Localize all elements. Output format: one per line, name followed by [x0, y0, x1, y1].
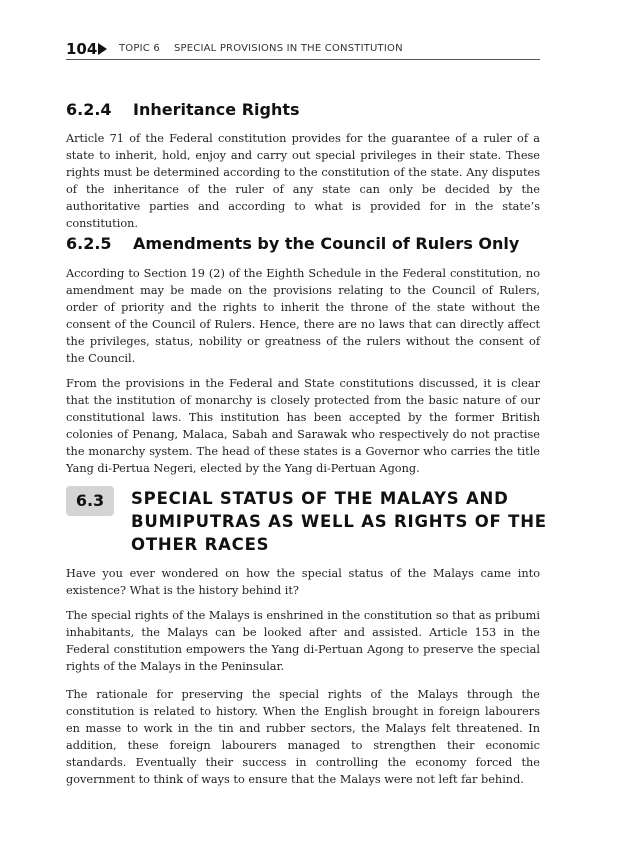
paragraph: From the provisions in the Federal and State constitutions discussed, it is clear that the institution of monarchy is closely protected from the basic nature of our constitutional laws. This institution has been accepted by the former British colonies of Penang, Malaca, Sabah and Sarawak who respectively do not practise the monarchy system. The head of these states is a Governor who carries the title Yang di-Pertua Negeri, elected by the Yang di-Pertuan Agong. [66, 377, 540, 476]
subsection-title: Amendments by the Council of Rulers Only [133, 234, 520, 253]
page-number: 104 [66, 40, 98, 58]
topic-title: SPECIAL PROVISIONS IN THE CONSTITUTION [174, 43, 403, 54]
subsection-number: 6.2.4 [66, 100, 112, 119]
running-header [66, 39, 540, 60]
section-title: SPECIAL STATUS OF THE MALAYS AND BUMIPUTRAS AS WELL AS RIGHTS OF THE OTHER RACES [131, 489, 547, 554]
section-number-badge [66, 486, 114, 516]
section-number: 6.3 [75, 491, 105, 510]
paragraph: The special rights of the Malays is enshrined in the constitution so that as pribumi inhabitants, the Malays can be looked after and assisted. Article 153 in the Federal constitution empowers the Yang di-Pertuan Agong to preserve the special rights of the Malays in the Peninsular. [66, 609, 540, 674]
right-triangle-icon [98, 43, 107, 55]
paragraph: According to Section 19 (2) of the Eighth Schedule in the Federal constitution, no amendment may be made on the provisions relating to the Council of Rulers, order of priority and the rights to inherit the throne of the state without the consent of the Council of Rulers. Hence, there are no laws that can directly affect the privileges, status, nobility or greatness of the rulers without the consent of the Council. [66, 267, 540, 366]
paragraph: Article 71 of the Federal constitution provides for the guarantee of a ruler of a state to inherit, hold, enjoy and carry out special privileges in their state. These rights must be determined according to the constitution of the state. Any disputes of the inheritance of the ruler of any state can only be decided by the authoritative parties and according to what is provided for in the state’s constitution. [66, 132, 540, 231]
subsection-heading-6-2-4 [66, 100, 300, 119]
paragraph: Have you ever wondered on how the special status of the Malays came into existence? What is the history behind it? [66, 567, 540, 598]
subsection-number: 6.2.5 [66, 234, 112, 253]
subsection-heading-6-2-5 [66, 234, 519, 253]
topic-label: TOPIC 6 [119, 43, 160, 54]
subsection-title: Inheritance Rights [133, 100, 300, 119]
paragraph: The rationale for preserving the special rights of the Malays through the constitution is related to history. When the English brought in foreign labourers en masse to work in the tin and rubber sectors, the Malays felt threatened. In addition, these foreign labourers managed to strengthen their economic standards. Eventually their success in controlling the economy forced the government to think of ways to ensure that the Malays were not left far behind. [66, 688, 540, 787]
